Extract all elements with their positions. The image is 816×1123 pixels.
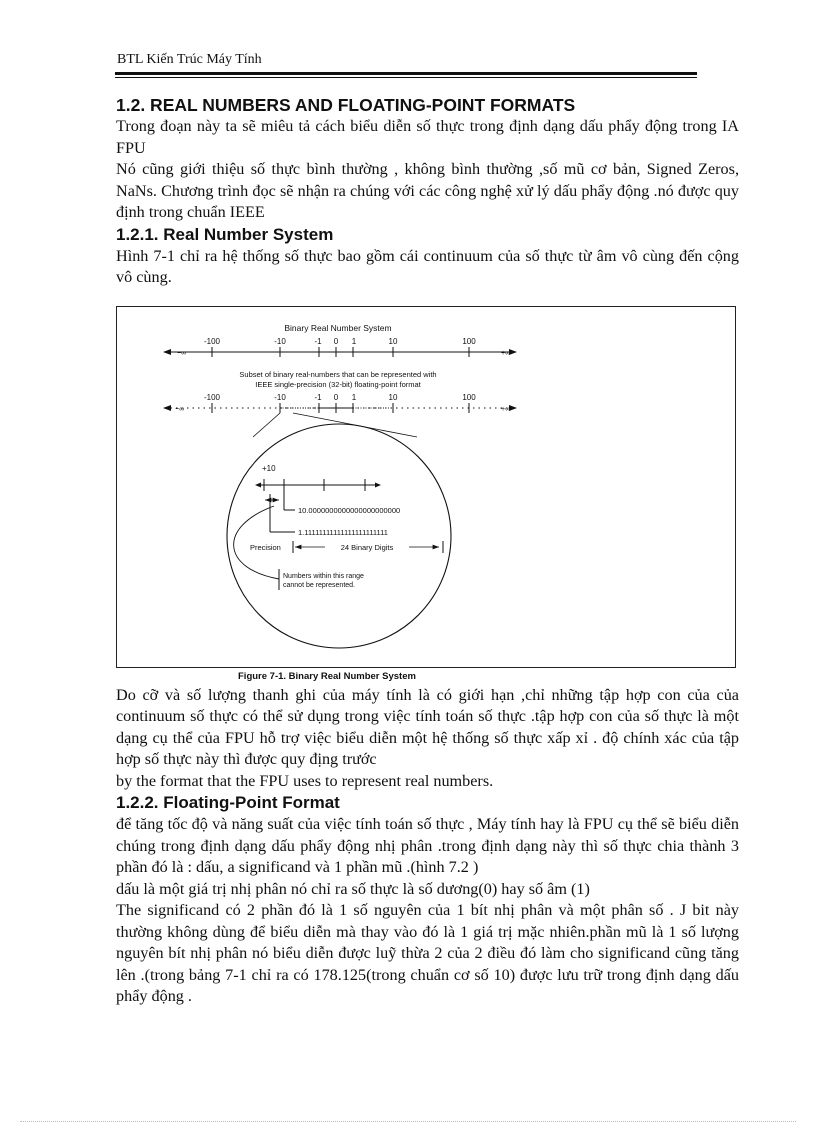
precision-label: Precision	[250, 542, 281, 552]
top-tick-label-2: -10	[274, 336, 286, 346]
top-pos-inf: +∞	[501, 349, 511, 357]
note-line-1: Numbers within this range	[283, 572, 364, 580]
paragraph-floating-point-1: để tăng tốc độ và năng suất của việc tính toán số thực , Máy tính hay là FPU cụ thể sẽ biểu diễn chúng trong định dạng dấu phẩy động nhị phân .trong định dạng này thì số thực chia thành 3 phần đó là : dấu, a significand và 1 phần mũ .(hình 7.2 )	[116, 815, 739, 876]
zoom-left-arrow	[255, 482, 261, 487]
paragraph-intro-2: Nó cũng giới thiệu số thực bình thường , không bình thường ,số mũ cơ bản, Signed Zeros, NaNs. Chương trình đọc sẽ nhận ra chúng với các công nghệ xử lý dấu phẩy động .nó được quy định trong chuẩn IEEE	[116, 160, 739, 221]
note-line-2: cannot be represented.	[283, 581, 355, 589]
top-tick-label-5: 1	[351, 336, 357, 346]
subset-tick-label-6: 10	[388, 392, 398, 402]
figure-diagram	[117, 307, 737, 669]
top-line-left-arrow	[163, 349, 171, 355]
subset-line-left-arrow	[163, 405, 171, 411]
main-content	[116, 94, 739, 1008]
subset-tick-label-1: -100	[203, 392, 221, 402]
subset-tick-label-7: 100	[462, 392, 476, 402]
top-tick-label-6: 10	[388, 336, 398, 346]
figure-title: Binary Real Number System	[284, 322, 392, 333]
paragraph-floating-point-2: dấu là một giá trị nhị phân nó chỉ ra số thực là số dương(0) hay số âm (1)	[116, 879, 590, 898]
zoom-right-arrow	[375, 482, 381, 487]
subset-tick-label-3: -1	[314, 392, 322, 402]
running-header: BTL Kiến Trúc Máy Tính	[117, 52, 262, 67]
section-heading-1-2-2: 1.2.2. Floating-Point Format	[116, 793, 340, 812]
page-bottom-border	[20, 1121, 796, 1122]
subset-neg-inf: −∞	[175, 405, 185, 413]
zoom-plus-ten: +10	[262, 463, 276, 473]
top-tick-label-4: 0	[333, 336, 339, 346]
paragraph-format-note: by the format that the FPU uses to represent real numbers.	[116, 771, 494, 790]
top-tick-label-1: -100	[203, 336, 221, 346]
zoom-line-left	[253, 413, 280, 437]
subset-tick-label-4: 0	[333, 392, 339, 402]
subset-line-right-arrow	[509, 405, 517, 411]
precision-digits: 24 Binary Digits	[340, 542, 394, 552]
figure-caption: Figure 7-1. Binary Real Number System	[238, 670, 416, 682]
top-tick-label-3: -1	[314, 336, 322, 346]
value-ones: 1.11111111111111111111111	[298, 527, 388, 537]
header-rule-thick	[115, 72, 697, 75]
paragraph-intro: Trong đoạn này ta sẽ miêu tả cách biểu diễn số thực trong định dạng dấu phẩy động trong IA FPU	[116, 117, 739, 157]
paragraph-real-number-system: Hình 7-1 chỉ ra hệ thống số thực bao gồm cái continuum của số thực từ âm vô cùng đến cộng vô cùng.	[116, 246, 739, 286]
paragraph-register-limits: Do cỡ và số lượng thanh ghi của máy tính là có giới hạn ,chỉ những tập hợp con của của continuum số thực có thể sử dụng trong việc tính toán số thực .tập hợp con của số thực là một dạng cụ thể của FPU hỗ trợ việc biểu diễn một hệ thống số thực xấp xỉ . độ chính xác của tập hợp số thực này thì được quy địng trước	[116, 685, 739, 768]
top-line-right-arrow	[509, 349, 517, 355]
section-heading-1-2: 1.2. REAL NUMBERS AND FLOATING-POINT FORMATS	[116, 95, 576, 115]
value-ten: 10.0000000000000000000000	[298, 505, 401, 515]
subset-pos-inf: +∞	[501, 405, 511, 413]
top-neg-inf: −∞	[177, 349, 187, 357]
header-rule-thin	[115, 77, 697, 78]
top-tick-label-7: 100	[462, 336, 476, 346]
subset-tick-label-2: -10	[274, 392, 286, 402]
figure-7-1	[116, 306, 736, 668]
subset-line-2: IEEE single-precision (32-bit) floating-point format	[255, 379, 421, 389]
subset-tick-label-5: 1	[351, 392, 357, 402]
paragraph-floating-point-3: The significand có 2 phần đó là 1 số nguyên của 1 bít nhị phân và một phân số . J bit này thường không dùng để biểu diễn mà thay vào đó là 1 giá trị mặc nhiên.phần mũ là 1 số lượng nguyên bít nhị phân nó biểu diễn được luỹ thừa 2 của 2 điều đó làm cho significand cũng tăng lên .(trong bảng 7-1 chỉ ra có 178.125(trong chuẩn cơ số 10) được lưu trữ trong định dạng dấu phẩy động .	[116, 901, 739, 1005]
section-heading-1-2-1: 1.2.1. Real Number System	[116, 224, 334, 244]
subset-line-1: Subset of binary real-numbers that can be represented with	[239, 369, 437, 379]
